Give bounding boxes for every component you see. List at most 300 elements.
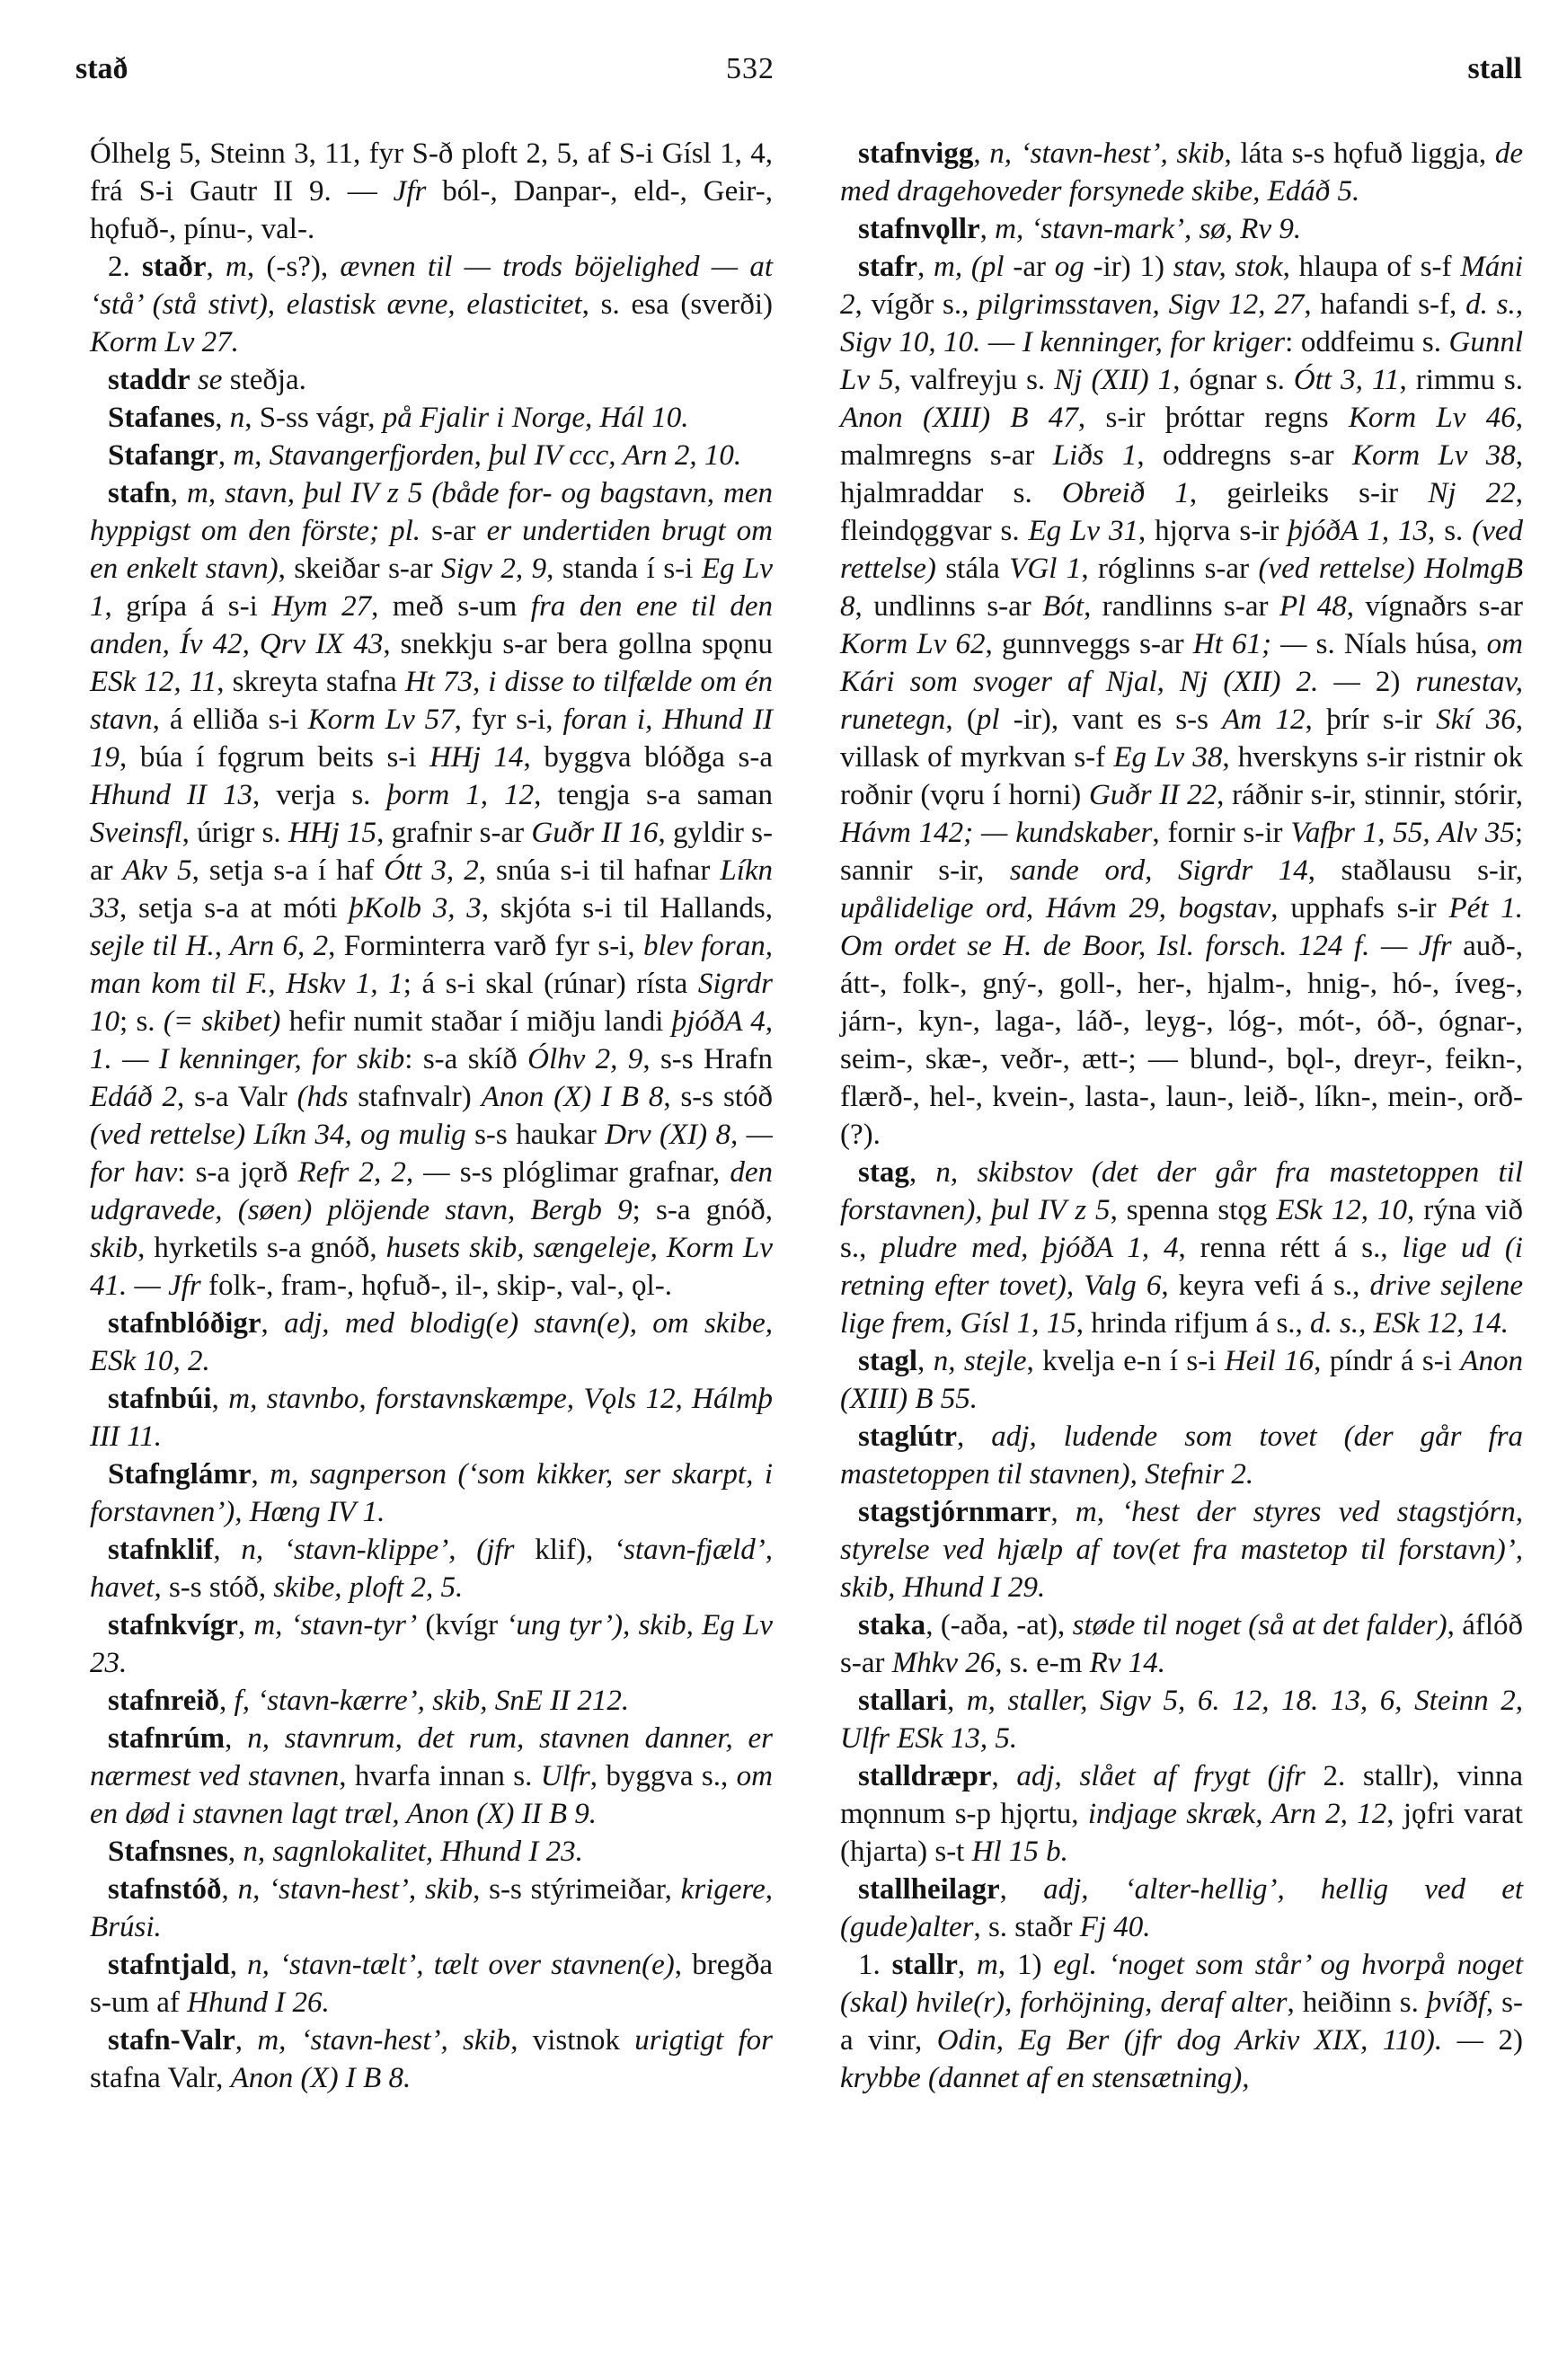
dictionary-entry xyxy=(90,474,773,1305)
italic-text: sejle til H., Arn 6, 2 xyxy=(90,930,329,962)
entry-text: , gyldir s-ar xyxy=(90,817,773,887)
italic-text: Korm Lv 27. xyxy=(90,326,239,358)
entry-text: , verja s. xyxy=(252,779,387,811)
entry-text: , hrinda rifjum á s., xyxy=(1076,1307,1311,1340)
entry-text: , úrigr s. xyxy=(181,817,288,849)
entry-text: , setja s-a at móti xyxy=(120,892,350,925)
italic-text: Vafþr 1, 55, Alv 35 xyxy=(1290,817,1515,849)
italic-text: Ólhv 2, 9 xyxy=(527,1043,643,1075)
dictionary-entry xyxy=(840,135,1523,210)
entry-text: , oddregns s-ar xyxy=(1137,439,1352,472)
entry-text: : oddfeimu s. xyxy=(1285,326,1449,358)
entry-text: , hjalmraddar s. xyxy=(840,439,1523,509)
entry-text: ; s-a gnóð, xyxy=(632,1194,773,1226)
italic-text: Nj (XII) 1 xyxy=(1054,364,1173,396)
dictionary-entry xyxy=(90,248,773,361)
italic-text: om en død i stavnen lagt træl, Anon (X) II B 9. xyxy=(90,1760,773,1830)
entry-text: s-s plóglimar grafnar, xyxy=(449,1156,730,1189)
italic-text: n, stejle xyxy=(933,1345,1027,1377)
entry-text: , bregða s-um af xyxy=(90,1949,773,2019)
entry-continuation xyxy=(90,135,773,248)
italic-text: d. s., Sigv 10, 10. — I kenninger, for kriger xyxy=(840,288,1523,358)
dictionary-entry xyxy=(840,1154,1523,1342)
italic-text: de med dragehoveder forsynede skibe, Edáð 5. xyxy=(840,137,1523,208)
italic-text: adj, ‘alter-hellig’, hellig ved et (gude)alter xyxy=(840,1873,1524,1943)
entry-text: , xyxy=(219,1685,235,1717)
italic-text: n, skibstov (det der går fra mastetoppen til forstavnen), þul IV z 5 xyxy=(840,1156,1523,1226)
italic-text: husets skib, sængeleje, Korm Lv 41. — Jfr xyxy=(90,1232,773,1302)
entry-text: , xyxy=(235,2024,258,2057)
entry-text: , undlinns s-ar xyxy=(854,590,1043,623)
entry-text: , Forminterra varð fyr s-i, xyxy=(328,930,643,962)
entry-text: , valfreyju s. xyxy=(893,364,1055,396)
dictionary-entry xyxy=(90,399,773,437)
entry-text: , xyxy=(973,137,990,170)
italic-text: n, stavnrum, det rum, stavnen danner, er nærmest ved stavnen xyxy=(90,1722,774,1792)
italic-text: ævnen til — trods böjelighed — at ‘stå’ (stå stivt), elastisk ævne, elasticitet xyxy=(90,251,774,321)
entry-text: stafna Valr, xyxy=(90,2062,231,2094)
italic-text: HHj 14 xyxy=(429,741,524,774)
headword: stafnreið xyxy=(108,1685,220,1717)
italic-text: (ved rettelse) Líkn 34, og mulig xyxy=(90,1119,466,1151)
headword: stalldræpr xyxy=(858,1760,992,1792)
italic-text: (= skibet) xyxy=(163,1005,281,1038)
italic-text: Guðr II 16 xyxy=(531,817,659,849)
entry-text: , 1) xyxy=(997,1949,1054,1981)
entry-text: , staðlausu s-ir, xyxy=(1307,854,1523,887)
entry-text: steðja. xyxy=(222,364,306,396)
italic-text: Sigv 2, 9 xyxy=(441,553,547,585)
entry-text: , upphafs s-ir xyxy=(1270,892,1449,925)
dictionary-entry xyxy=(90,1305,773,1380)
italic-text: upålidelige ord, Hávm 29, bogstav xyxy=(840,892,1271,925)
entry-text: , s-s stýrimeiðar, xyxy=(473,1873,681,1906)
entry-text: : s-a jǫrð xyxy=(177,1156,298,1189)
italic-text: m, Stavangerfjorden, þul IV ccc, Arn 2, 10. xyxy=(233,439,742,472)
italic-text: skibe, ploft 2, 5. xyxy=(273,1571,464,1604)
entry-text: , xyxy=(170,477,187,509)
headword: staddr xyxy=(108,364,190,396)
entry-text: s. Níals húsa, xyxy=(1306,628,1487,660)
italic-text: Ht 61; — xyxy=(1192,628,1307,660)
headword: stafnvigg xyxy=(858,137,974,170)
headword: stallari xyxy=(858,1685,947,1717)
entry-text: , skeiðar s-ar xyxy=(278,553,442,585)
headword: stagl xyxy=(858,1345,917,1377)
entry-text: 2. stallr), vinna mǫnnum s-p hjǫrtu, xyxy=(840,1760,1524,1830)
entry-text: , xyxy=(917,1345,934,1377)
entry-text: , fyr s-i, xyxy=(454,703,563,736)
right-column xyxy=(840,135,1523,2097)
italic-text: Odin, Eg Ber (jfr dog Arkiv XIX, 110). — xyxy=(936,2024,1483,2057)
italic-text: lige ud (i retning efter tovet), Valg 6 xyxy=(840,1232,1523,1302)
entry-text: , gunnveggs s-ar xyxy=(985,628,1193,660)
italic-text: m, stavn, þul IV z 5 (både for- og bagstavn, men hyppigst om den förste; pl. xyxy=(90,477,773,547)
italic-text: Drv (XI) 8, — for hav xyxy=(90,1119,773,1189)
entry-text: , hverskyns s-ir ristnir ok roðnir (vǫru í horni) xyxy=(840,741,1523,811)
italic-text: er undertiden brugt om en enkelt stavn) xyxy=(90,515,773,585)
italic-text: Fj 40. xyxy=(1079,1911,1151,1943)
entry-text: , grafnir s-ar xyxy=(376,817,532,849)
italic-text: Refr 2, 2, — xyxy=(297,1156,450,1189)
italic-text: m, ‘stavn-tyr’ xyxy=(253,1609,418,1641)
headword: stafnkvígr xyxy=(108,1609,238,1641)
dictionary-entry xyxy=(840,1493,1523,1606)
dictionary-entry xyxy=(90,1871,773,1946)
entry-text: , jǫfri varat (hjarta) s-t xyxy=(840,1798,1523,1868)
entry-text: , fornir s-ir xyxy=(1152,817,1291,849)
italic-text: Korm Lv 38 xyxy=(1351,439,1516,472)
dictionary-entry xyxy=(840,1757,1523,1871)
italic-text: n, sagnlokalitet, Hhund I 23. xyxy=(243,1836,583,1868)
headword: stafnrúm xyxy=(108,1722,226,1755)
italic-text: sande ord, Sigrdr 14 xyxy=(1009,854,1308,887)
headword: Stafanes xyxy=(108,402,216,434)
dictionary-entry xyxy=(840,210,1523,248)
entry-text: , xyxy=(227,1836,243,1868)
entry-text: , geirleiks s-ir xyxy=(1189,477,1429,509)
italic-text: n, ‘stavn-hest’, skib xyxy=(989,137,1225,170)
italic-text: þjóðA 1, 13 xyxy=(1288,515,1429,547)
italic-text: Hl 15 b. xyxy=(971,1836,1068,1868)
headword: staðr xyxy=(142,251,207,283)
headword: stafnvǫllr xyxy=(858,213,980,245)
headword: stafn xyxy=(108,477,171,509)
italic-text: n, ‘stavn-hest’, skib xyxy=(237,1873,474,1906)
entry-text: stafnvalr) xyxy=(348,1081,482,1113)
italic-text: Anon (X) I B 8 xyxy=(481,1081,664,1113)
headword: stallheilagr xyxy=(858,1873,1000,1906)
italic-text: m, stavnbo, forstavnskæmpe, Vǫls 12, Hálmþ III 11. xyxy=(90,1383,774,1453)
italic-text: Anon (X) I B 8. xyxy=(230,2062,412,2094)
dictionary-entry xyxy=(90,1531,773,1606)
entry-text: s-s haukar xyxy=(465,1119,606,1151)
entry-text: , xyxy=(991,1760,1017,1792)
dictionary-entry xyxy=(90,1380,773,1455)
entry-text: , grípa á s-i xyxy=(104,590,272,623)
entry-text: , xyxy=(1050,1496,1076,1528)
entry-text: Ólhelg 5, Steinn 3, 11, fyr S-ð ploft 2, 5, af S-i Gísl 1, 4, frá S-i Gautr II 9. — xyxy=(90,137,773,208)
entry-text: , xyxy=(908,1156,936,1189)
entry-text: , xyxy=(957,1949,978,1981)
dictionary-entry xyxy=(90,1455,773,1531)
italic-text: þvíðf xyxy=(1426,1986,1486,2019)
entry-text: 2) xyxy=(1359,666,1416,698)
italic-text: Sveinsfl xyxy=(90,817,182,849)
entry-text xyxy=(190,364,198,396)
italic-text: Ótt 3, 11 xyxy=(1293,364,1400,396)
italic-text: Pl 48 xyxy=(1279,590,1347,623)
italic-text: (ved rettelse) xyxy=(840,515,1523,585)
entry-text: , á elliða s-i xyxy=(152,703,308,736)
headword: Stafnsnes xyxy=(108,1836,228,1868)
headword: staka xyxy=(858,1609,926,1641)
italic-text: ‘stavn-fjæld’, havet xyxy=(90,1534,773,1604)
headword: stafnstóð xyxy=(108,1873,222,1906)
italic-text: Ulfr xyxy=(540,1760,590,1792)
italic-text: pl xyxy=(976,703,1000,736)
entry-text: -ir) 1) xyxy=(1084,251,1173,283)
entry-text: , xyxy=(946,1685,967,1717)
italic-text: n, ‘stavn-tælt’, tælt over stavnen(e) xyxy=(247,1949,675,1981)
dictionary-entry xyxy=(90,437,773,474)
entry-text: , xyxy=(217,439,234,472)
entry-text: : s-a skíð xyxy=(404,1043,528,1075)
italic-text: Hhund II 13 xyxy=(90,779,252,811)
entry-text: , s. staðr xyxy=(973,1911,1080,1943)
italic-text: pilgrimsstaven, Sigv 12, 27 xyxy=(978,288,1305,321)
italic-text: m, sagnperson (‘som kikker, ser skarpt, i forstavnen’), Hœng IV 1. xyxy=(90,1458,773,1528)
italic-text: Eg Lv 38 xyxy=(1113,741,1223,774)
headword: stafnklif xyxy=(108,1534,214,1566)
dictionary-entry xyxy=(90,361,773,399)
entry-text: , setja s-a í haf xyxy=(191,854,385,887)
entry-text: , rimmu s. xyxy=(1399,364,1524,396)
italic-text: blev foran, man kom til F., Hskv 1, 1 xyxy=(90,930,773,1000)
dictionary-entry xyxy=(90,1606,773,1682)
entry-text: s-ar xyxy=(421,515,487,547)
italic-text: m, ‘hest der styres ved stagstjórn, styrelse ved hjælp af tov(et fra mastetop til forstavn)’, skib, Hhund I 29. xyxy=(840,1496,1524,1604)
italic-text: Hávm 142; — kundskaber xyxy=(840,817,1153,849)
italic-text: n, ‘stavn-klippe’, (jfr xyxy=(241,1534,515,1566)
headword: stallr xyxy=(891,1949,958,1981)
entry-text: , vígnaðrs s-ar xyxy=(1346,590,1523,623)
italic-text: (ved rettelse) HolmgB 8 xyxy=(840,553,1523,623)
entry-text: , byggva blóðga s-a xyxy=(523,741,773,774)
entry-text: , ( xyxy=(945,703,977,736)
italic-text: n xyxy=(229,402,245,434)
entry-text: , s. esa (sverði) xyxy=(581,288,773,321)
italic-text: ESk 12, 11 xyxy=(90,666,217,698)
headword: stafnbúi xyxy=(108,1383,212,1415)
entry-text: , hlaupa of s-f xyxy=(1282,251,1461,283)
italic-text: Anon (XIII) B 55. xyxy=(840,1345,1524,1415)
italic-text: Skí 36 xyxy=(1436,703,1516,736)
entry-text: , keyra vefi á s., xyxy=(1161,1270,1370,1302)
entry-text: , xyxy=(215,402,230,434)
entry-text: , skreyta stafna xyxy=(217,666,405,698)
italic-text: Ht 73, i disse to tilfælde om én stavn xyxy=(90,666,774,736)
headword: stag xyxy=(858,1156,909,1189)
italic-text: støde til noget (så at det falder) xyxy=(1072,1609,1447,1641)
entry-text: , hafandi s-f, xyxy=(1304,288,1466,321)
entry-text: , hvarfa innan s. xyxy=(339,1760,541,1792)
italic-text: m, (pl xyxy=(934,251,1005,283)
italic-text: (hds xyxy=(297,1081,349,1113)
headword: staglútr xyxy=(858,1420,957,1453)
dictionary-entry xyxy=(840,1946,1523,2097)
entry-text: , búa í fǫgrum beits s-i xyxy=(120,741,430,774)
italic-text: Sigrdr 10 xyxy=(90,968,773,1038)
dictionary-entry xyxy=(840,1342,1523,1418)
entry-text: , malmregns s-ar xyxy=(840,402,1523,472)
entry-text: , xyxy=(957,1420,992,1453)
italic-text: egl. ‘noget som står’ og hvorpå noget (skal) hvile(r), forhöjning, deraf alter xyxy=(840,1949,1524,2019)
italic-text: Eg Lv 31 xyxy=(1028,515,1138,547)
italic-text: m, ‘stavn-hest’, skib xyxy=(257,2024,511,2057)
entry-text: , s-ir þróttar regns xyxy=(1077,402,1349,434)
italic-text: skib xyxy=(90,1232,138,1264)
italic-text: Heil 16 xyxy=(1224,1345,1315,1377)
italic-text: indjage skræk, Arn 2, 12 xyxy=(1087,1798,1387,1830)
entry-text: , (-aða, -at), xyxy=(925,1609,1073,1641)
dictionary-entry xyxy=(840,1682,1523,1757)
entry-text: , xyxy=(237,1609,254,1641)
dictionary-entry xyxy=(840,1418,1523,1493)
entry-text: 1. xyxy=(858,1949,892,1981)
dictionary-entry xyxy=(90,1946,773,2022)
entry-text: , randlinns s-ar xyxy=(1084,590,1279,623)
entry-text: , snúa s-i til hafnar xyxy=(478,854,721,887)
entry-text: , xyxy=(979,213,996,245)
entry-text: ; s. xyxy=(120,1005,164,1038)
entry-text: ; á s-i skal (rúnar) rísta xyxy=(403,968,698,1000)
italic-text: þorm 1, 12 xyxy=(386,779,535,811)
italic-text: d. s., ESk 12, 14. xyxy=(1310,1307,1509,1340)
italic-text: krybbe (dannet af en stensætning), xyxy=(840,2062,1250,2094)
italic-text: Rv 14. xyxy=(1089,1647,1165,1679)
italic-text: Máni 2 xyxy=(840,251,1523,321)
italic-text: Korm Lv 62 xyxy=(840,628,986,660)
entry-text: ból-, Danpar-, eld-, Geir-, hǫfuð-, pínu-, val-. xyxy=(90,175,773,245)
entry-text: , s-a Valr xyxy=(177,1081,297,1113)
entry-text: auð-, átt-, folk-, gný-, goll-, her-, hjalm-, hnig-, hó-, íveg-, járn-, kyn-, laga-, láð-, leyg-, lóg-, mót-, óð-, ógnar-, seim-, skæ-, veðr-, ætt-; — blund-, bǫl-, dreyr-, feikn-, flærð-, hel-, kvein-, lasta-, laun-, leið-, líkn-, mein-, orð-(?). xyxy=(840,930,1523,1151)
italic-text: Anon (XIII) B 47 xyxy=(840,402,1078,434)
italic-text: urigtigt for xyxy=(634,2024,774,2057)
italic-text: stav, stok xyxy=(1173,251,1283,283)
entry-text: , xyxy=(999,1873,1044,1906)
entry-text: , s. e-m xyxy=(995,1647,1090,1679)
guide-word-right: stall xyxy=(1467,52,1522,85)
entry-text: , með s-um xyxy=(371,590,531,623)
headword: stagstjórnmarr xyxy=(858,1496,1051,1528)
italic-text: pludre med, þjóðA 1, 4 xyxy=(881,1232,1179,1264)
italic-text: VGl 1 xyxy=(1009,553,1082,585)
entry-text: , standa í s-i xyxy=(546,553,702,585)
entry-text: (kvígr xyxy=(417,1609,507,1641)
left-column xyxy=(90,135,773,2097)
italic-text: Jfr xyxy=(393,175,427,208)
headword: stafntjald xyxy=(108,1949,230,1981)
italic-text: foran i, Hhund II 19 xyxy=(90,703,773,774)
italic-text: Guðr II 22 xyxy=(1088,779,1217,811)
dictionary-entry xyxy=(840,1871,1523,1946)
entry-text: , xyxy=(261,1307,285,1340)
italic-text: Akv 5 xyxy=(122,854,192,887)
entry-text: , villask of myrkvan s-f xyxy=(840,703,1523,774)
italic-text: Korm Lv 57 xyxy=(307,703,455,736)
italic-text: þjóðA 4, 1. — I kenninger, for skib xyxy=(90,1005,773,1075)
entry-text: -ar xyxy=(1004,251,1055,283)
headword: Stafnglámr xyxy=(108,1458,252,1491)
italic-text: Mhkv 26 xyxy=(891,1647,996,1679)
entry-text: , (-s?), xyxy=(246,251,341,283)
italic-text: f, ‘stavn-kærre’, skib, SnE II 212. xyxy=(234,1685,630,1717)
entry-text: , xyxy=(213,1534,242,1566)
italic-text: HHj 15 xyxy=(288,817,377,849)
headword: stafr xyxy=(858,251,917,283)
dictionary-entry xyxy=(90,2022,773,2097)
italic-text: adj, ludende som tovet (der går fra mastetoppen til stavnen), Stefnir 2. xyxy=(840,1420,1523,1491)
entry-text: , ógnar s. xyxy=(1173,364,1294,396)
italic-text: m xyxy=(977,1949,998,1981)
italic-text: Eg Lv 1 xyxy=(90,553,773,623)
italic-text: drive sejlene lige frem, Gísl 1, 15 xyxy=(840,1270,1523,1340)
entry-text: -ir), vant es s-s xyxy=(999,703,1223,736)
entry-text: , láta s-s hǫfuð liggja, xyxy=(1224,137,1495,170)
entry-text: , s-s Hrafn xyxy=(642,1043,773,1075)
italic-text: Liðs 1 xyxy=(1052,439,1138,472)
entry-text: , S-ss vágr, xyxy=(244,402,383,434)
entry-text: , þrír s-ir xyxy=(1305,703,1437,736)
italic-text: Hhund I 26. xyxy=(187,1986,330,2019)
italic-text: Am 12 xyxy=(1222,703,1306,736)
italic-text: ‘ung tyr’), skib, Eg Lv 23. xyxy=(90,1609,774,1679)
entry-text: folk-, fram-, hǫfuð-, il-, skip-, val-, ǫl-. xyxy=(200,1270,672,1302)
entry-text: , hjǫrva s-ir xyxy=(1138,515,1288,547)
page-number: 532 xyxy=(726,52,775,85)
headword: Stafangr xyxy=(108,439,218,472)
italic-text: Pét 1. Om ordet se H. de Boor, Isl. forsch. 124 f. — Jfr xyxy=(840,892,1523,962)
entry-text: , kvelja e-n í s-i xyxy=(1026,1345,1225,1377)
guide-word-left: stað xyxy=(75,52,128,85)
entry-text: , tengja s-a saman xyxy=(534,779,773,811)
entry-text: , xyxy=(206,251,226,283)
entry-text: , píndr á s-i xyxy=(1314,1345,1461,1377)
italic-text: adj, slået af frygt (jfr xyxy=(1016,1760,1306,1792)
entry-text: , heiðinn s. xyxy=(1287,1986,1427,2019)
italic-text: den udgravede, (søen) plöjende stavn, Bergb 9 xyxy=(90,1156,773,1226)
entry-text: ; sannir s-ir, xyxy=(840,817,1523,887)
entry-text: klif), xyxy=(514,1534,615,1566)
entry-text: , xyxy=(211,1383,229,1415)
entry-text: , s-s stóð, xyxy=(154,1571,274,1604)
entry-text: , vígðr s., xyxy=(854,288,978,321)
entry-text: , snekkju s-ar bera gollna spǫnu xyxy=(383,628,773,660)
entry-text: , s-a vinr, xyxy=(840,1986,1524,2057)
entry-text: , hyrketils s-a gnóð, xyxy=(137,1232,386,1264)
dictionary-entry xyxy=(90,1833,773,1871)
entry-text: , ráðnir s-ir, stinnir, stórir, xyxy=(1217,779,1523,811)
italic-text: Hym 27 xyxy=(271,590,372,623)
entry-text: , fleindǫggvar s. xyxy=(840,477,1523,547)
entry-text: 2. xyxy=(108,251,143,283)
entry-text: , skjóta s-i til Hallands, xyxy=(481,892,773,925)
headword: stafnblóðigr xyxy=(108,1307,261,1340)
dictionary-entry xyxy=(840,1606,1523,1682)
italic-text: þKolb 3, 3 xyxy=(349,892,482,925)
italic-text: og xyxy=(1054,251,1085,283)
entry-text: hefir numit staðar í miðju landi xyxy=(280,1005,672,1038)
entry-text: , byggva s., xyxy=(589,1760,737,1792)
italic-text: Edáð 2 xyxy=(90,1081,177,1113)
entry-text: , renna rétt á s., xyxy=(1178,1232,1403,1264)
entry-text: , xyxy=(225,1722,248,1755)
entry-text: , spenna stǫg xyxy=(1110,1194,1277,1226)
italic-text: m, staller, Sigv 5, 6. 12, 18. 13, 6, Steinn 2, Ulfr ESk 13, 5. xyxy=(840,1685,1523,1755)
italic-text: Korm Lv 46 xyxy=(1348,402,1516,434)
entry-text: , vistnok xyxy=(510,2024,635,2057)
dictionary-entry xyxy=(90,1720,773,1833)
entry-text: , xyxy=(916,251,934,283)
italic-text: Nj 22 xyxy=(1428,477,1516,509)
italic-text: Ótt 3, 2 xyxy=(384,854,479,887)
italic-text: Líkn 33 xyxy=(90,854,774,925)
running-head xyxy=(0,52,1567,88)
entry-text: , xyxy=(221,1873,238,1906)
entry-text: , rýna við s., xyxy=(840,1194,1523,1264)
headword: stafn-Valr xyxy=(108,2024,235,2057)
